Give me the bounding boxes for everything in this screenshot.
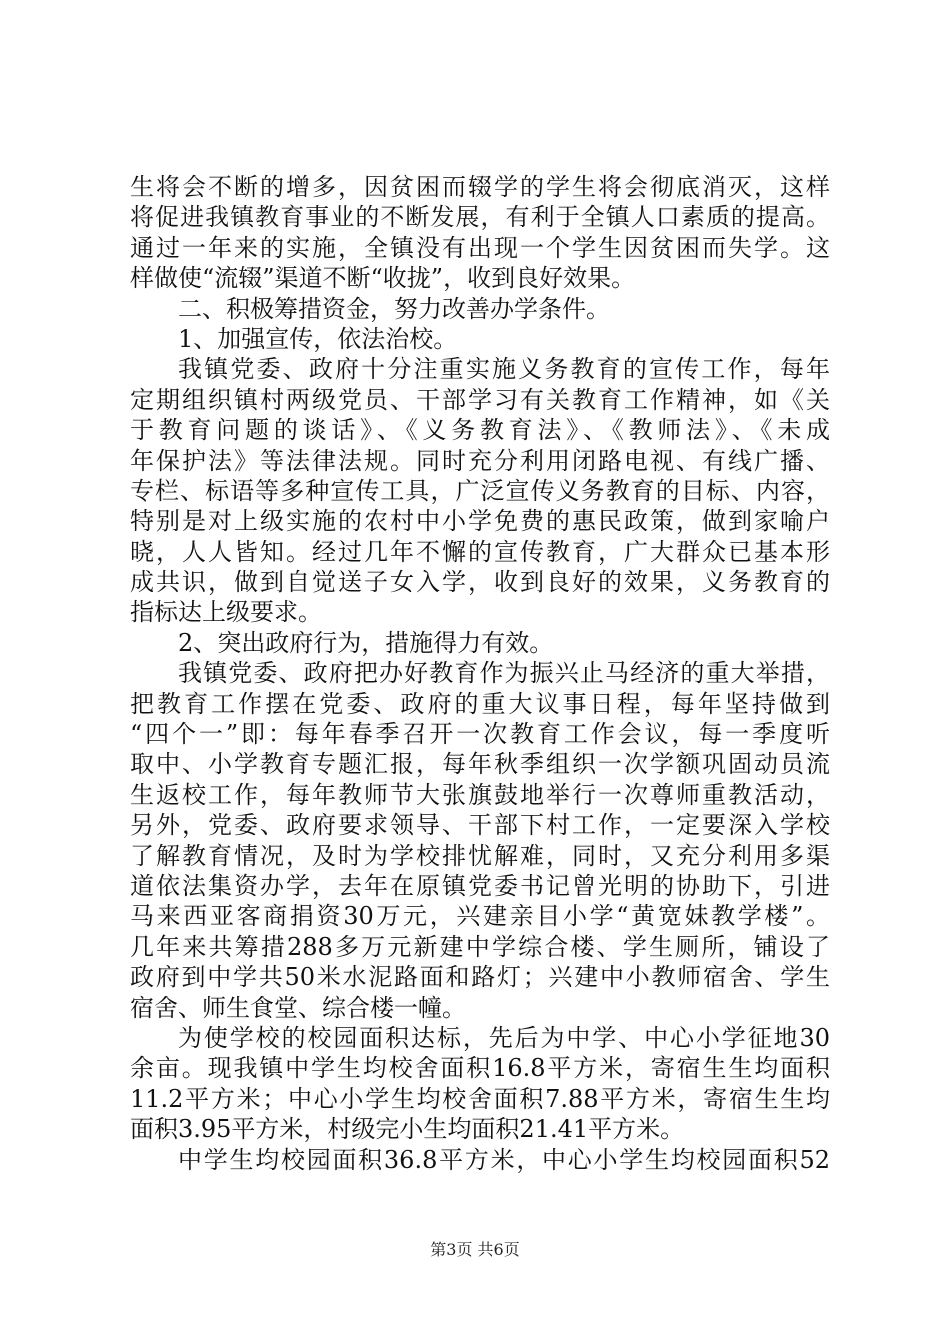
text-line: 取中、小学教育专题汇报，每年秋季组织一次学额巩固动员流 bbox=[130, 750, 830, 779]
text-line: 宿舍、师生食堂、综合楼一幢。 bbox=[130, 993, 466, 1022]
text-line: 另外，党委、政府要求领导、干部下村工作，一定要深入学校 bbox=[130, 811, 830, 840]
text-line: 生返校工作，每年教师节大张旗鼓地举行一次尊师重教活动， bbox=[130, 780, 830, 809]
text-line: 我镇党委、政府把办好教育作为振兴止马经济的重大举措， bbox=[178, 659, 830, 688]
text-line: 中学生均校园面积36.8平方米，中心小学生均校园面积52 bbox=[178, 1145, 830, 1174]
text-line: 于教育问题的谈话》、《义务教育法》、《教师法》、《未成 bbox=[130, 416, 830, 445]
text-line: 生将会不断的增多，因贫困而辍学的学生将会彻底消灭，这样 bbox=[130, 173, 830, 201]
text-line: 2、突出政府行为，措施得力有效。 bbox=[178, 628, 554, 657]
text-line: 成共识，做到自觉送子女入学，收到良好的效果，义务教育的 bbox=[130, 568, 830, 597]
text-line: 通过一年来的实施，全镇没有出现一个学生因贫困而失学。这 bbox=[130, 233, 830, 262]
text-line: 面积3.95平方米，村级完小生均面积21.41平方米。 bbox=[130, 1115, 685, 1144]
text-line: 定期组织镇村两级党员、干部学习有关教育工作精神，如《关 bbox=[130, 385, 830, 414]
page-footer: 第3页 共6页 bbox=[430, 1240, 520, 1259]
text-line: 特别是对上级实施的农村中小学免费的惠民政策，做到家喻户 bbox=[130, 507, 830, 536]
text-line: 晓，人人皆知。经过几年不懈的宣传教育，广大群众已基本形 bbox=[130, 537, 830, 566]
text-line: 马来西亚客商捐资30万元，兴建亲目小学“黄宽妹教学楼”。 bbox=[130, 902, 830, 931]
text-line: 我镇党委、政府十分注重实施义务教育的宣传工作，每年 bbox=[178, 355, 830, 384]
text-line: “四个一”即：每年春季召开一次教育工作会议，每一季度听 bbox=[130, 720, 830, 749]
text-line: 几年来共筹措288多万元新建中学综合楼、学生厕所，铺设了 bbox=[130, 932, 830, 961]
text-line: 余亩。现我镇中学生均校舍面积16.8平方米，寄宿生生均面积 bbox=[130, 1054, 830, 1083]
text-line: 11.2平方米；中心小学生均校舍面积7.88平方米，寄宿生生均 bbox=[130, 1084, 830, 1113]
text-line: 二、积极筹措资金，努力改善办学条件。 bbox=[178, 294, 610, 323]
text-line: 指标达上级要求。 bbox=[130, 598, 322, 627]
text-line: 1、加强宣传，依法治校。 bbox=[178, 324, 458, 353]
text-line: 将促进我镇教育事业的不断发展，有利于全镇人口素质的提高。 bbox=[130, 203, 830, 232]
text-line: 道依法集资办学，去年在原镇党委书记曾光明的协助下，引进 bbox=[130, 871, 830, 900]
body-text bbox=[130, 172, 830, 1175]
text-line: 年保护法》等法律法规。同时充分利用闭路电视、有线广播、 bbox=[130, 446, 830, 475]
text-line: 样做使“流辍”渠道不断“收拢”，收到良好效果。 bbox=[130, 264, 636, 293]
text-line: 政府到中学共50米水泥路面和路灯；兴建中小教师宿舍、学生 bbox=[130, 963, 830, 992]
text-line: 了解教育情况，及时为学校排忧解难，同时，又充分利用多渠 bbox=[130, 841, 830, 870]
text-line: 为使学校的校园面积达标，先后为中学、中心小学征地30 bbox=[178, 1023, 830, 1052]
text-line: 把教育工作摆在党委、政府的重大议事日程，每年坚持做到 bbox=[130, 689, 830, 718]
text-line: 专栏、标语等多种宣传工具，广泛宣传义务教育的目标、内容， bbox=[130, 476, 830, 505]
